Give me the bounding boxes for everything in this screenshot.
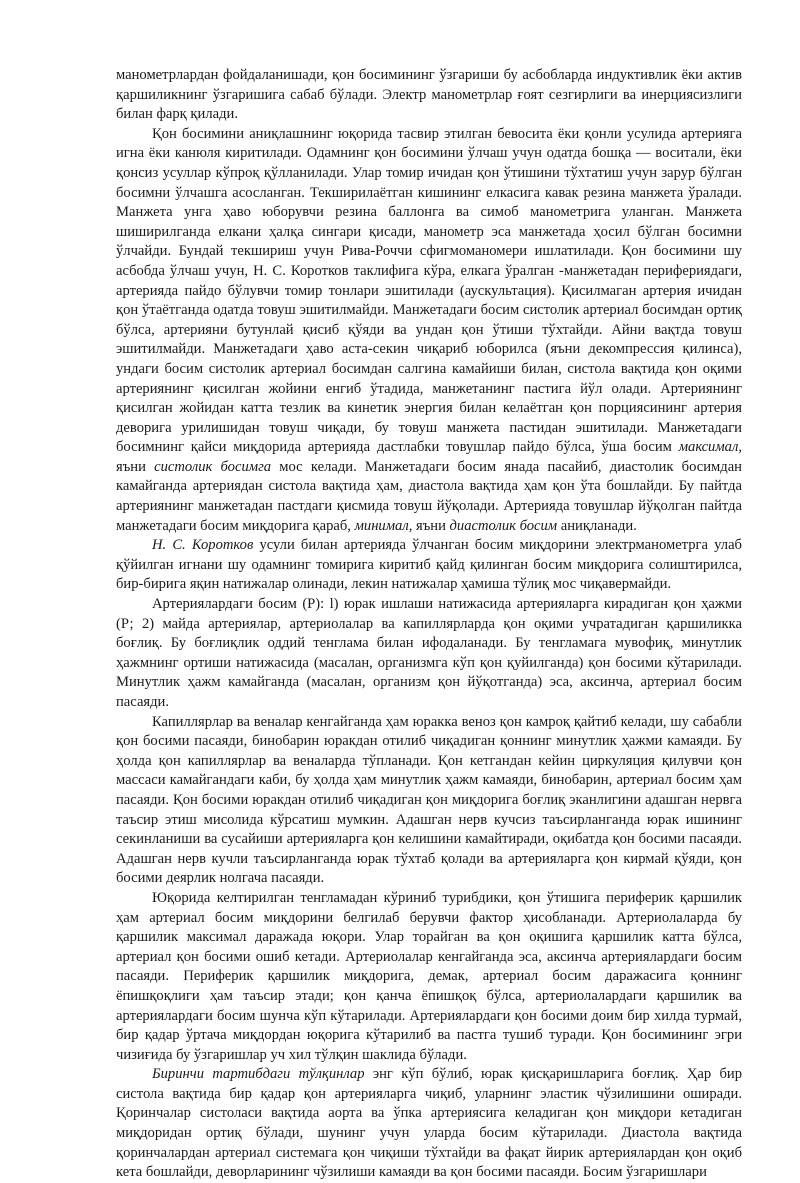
- body-paragraph: [116, 1065, 742, 1183]
- text-run: энг кўп бўлиб, юрак қисқаришларига боғлиқ. Ҳар бир систола вақтида бир қадар қон артерияларга чиқиб, уларнинг эластик чўзилишини оширади. Қоринчалар систоласи вақтида аорта ва ўпка артериясига келадиган қон миқдори кетадиган миқдоридан ортиқ бўлади, шунинг учун уларда босим кўтарилади. Диастола вақтида қоринчалардан артериал системага қон чиқиши тўхтайди ва фақат йирик артериялардан қон оқиб кета бошлайди, деворларининг чўзилиши камаяди ва қон босими пасаяди. Босим ўзгаришлари: [116, 1066, 743, 1181]
- body-paragraph: [116, 125, 742, 536]
- body-paragraph: [116, 889, 742, 1065]
- text-run: мос келади. Манжетадаги босим янада пасайиб, диастолик босимдан камайганда артериядан систола вақтида ҳам, диастола вақтида ҳам қон ўта бошлайди. Бу пайтда артериянинг манжетадан пастдаги қисмида товуш йўқолади. Артерияда товушлар йўқолган пайтда манжетадаги босим миқдорига қараб,: [116, 458, 742, 534]
- italic-term: минимал: [354, 517, 409, 534]
- italic-term: Биринчи тартибдаги тўлқинлар: [152, 1066, 365, 1083]
- text-run: Артериялардаги босим (Р): l) юрак ишлаши натижасида артерияларга кирадиган қон ҳажми (Р; 2) майда артериялар, артериолалар ва капиллярларда қон оқими учратадиган қаршиликка боғлиқ. Бу боғлиқлик оддий тенглама билан ифодаланади. Бу тенгламага мувофиқ, минутлик ҳажмнинг ортиши натижасида (масалан, организмга кўп қон қуйилганда) қон босими кўтарилади. Минутлик ҳажм камайганда (масалан, организм қон йўқотганда) эса, аксинча, артериал босим пасаяди.: [116, 596, 742, 710]
- italic-term: диастолик босим: [449, 517, 558, 534]
- body-paragraph: [116, 536, 742, 595]
- body-paragraph: [116, 713, 742, 889]
- italic-term: Н. С. Коротков: [152, 537, 254, 554]
- italic-term: максимал: [678, 439, 739, 456]
- italic-term: систолик босимга: [154, 458, 272, 475]
- body-paragraph: [116, 66, 742, 125]
- body-paragraph: [116, 595, 742, 713]
- text-run: , яъни: [116, 439, 742, 475]
- text-run: усули билан артерияда ўлчанган босим миқдорини электрманометрга улаб қўйилган игнани шу одамнинг томирига киритиб қайд қилинган босим миқдорига солиштирилса, бир-бирига яқин натижалар олинади, лекин натижалар ҳамиша тўлиқ мос чиқавермайди.: [116, 537, 742, 593]
- text-run: Юқорида келтирилган тенгламадан кўриниб турибдики, қон ўтишига периферик қаршилик ҳам артериал босим миқдорини белгилаб берувчи фактор ҳисобланади. Артериолаларда бу қаршилик максимал даражада юқори. Улар торайган ва қон оқишига қаршилик катта бўлса, артериал қон босими ошиб кетади. Артериолалар кенгайганда эса, аксинча артериялардаги босим пасаяди. Периферик қаршилик миқдорига, демак, артериал босим даражасига қоннинг ёпишқоқлиги ҳам таъсир этади; қон қанча ёпишқоқ бўлса, артериолалардаги қаршилик ва артериялардаги босим шунча кўп кўтарилади. Артериялардаги қон босими доим бир хилда турмай, бир қадар ўртача миқдордан юқорига кўтарилиб ва пастга тушиб туради. Қон босимининг эгри чизиғида бу ўзгаришлар уч хил тўлқин шаклида бўлади.: [116, 889, 742, 1063]
- text-run: аниқланади.: [557, 517, 637, 534]
- text-run: Капиллярлар ва веналар кенгайганда ҳам юракка веноз қон камроқ қайтиб келади, шу сабабли қон босими пасаяди, бинобарин юракдан отилиб чиқадиган қоннинг минутлик ҳажми камаяди. Бу ҳолда қон капиллярлар ва веналарда тўпланади. Қон кетгандан кейин циркуляция қилувчи қон массаси камайгандаги каби, бу ҳолда ҳам минутлик ҳажм камаяди, бинобарин, артериал босим ҳам пасаяди. Қон босими юракдан отилиб чиқадиган қон миқдорига боғлиқ эканлигини адашган нервга таъсир этиш мисолида кўрсатиш мумкин. Адашган нерв кучсиз таъсирланганда юрак ишининг секинланиши ва сусайиши артерияларга қон келишини камайтиради, оқибатда қон босими пасаяди. Адашган нерв кучли таъсирланганда юрак тўхтаб қолади ва артерияларга қон кирмай қўяди, қон босими деярлик нолгача пасаяди.: [116, 713, 742, 887]
- text-run: манометрлардан фойдаланишади, қон босимининг ўзгариши бу асбобларда индуктивлик ёки актив қаршиликнинг ўзгаришига сабаб бўлади. Электр манометрлар ғоят сезгирлиги ва инерциясизлиги билан фарқ қилади.: [116, 67, 742, 123]
- text-run: , яъни: [408, 517, 450, 534]
- text-run: Қон босимини аниқлашнинг юқорида тасвир этилган бевосита ёки қонли усулида артерияга игна ёки канюля киритилади. Одамнинг қон босимини ўлчаш учун одатда бошқа — воситали, ёки қонсиз усуллар кўпроқ қўлланилади. Улар томир ичидан қон ўтишини тўхтатиш учун зарур бўлган босимни ўлчашга асосланган. Текширилаётган кишининг елкасига кавак резина манжета ўралади. Манжета унга ҳаво юборувчи резина баллонга ва симоб манометрига уланган. Манжета шиширилганда елкани ҳалқа сингари қисади, манометр эса манжетада ҳосил бўлган босимни ўлчайди. Бундай текшириш учун Рива-Роччи сфигмоманомери ишлатилади. Қон босимини шу асбобда ўлчаш учун, Н. С. Коротков таклифига кўра, елкага ўралган -манжетадан перифериядаги, артерияда пайдо бўлувчи томир тонлари эшитилади (аускультация). Қисилмаган артерия ичидан қон ўтаётганда одатда товуш эшитилмайди. Манжетадаги босим систолик артериал босимдан ортиқ бўлса, артерияни бутунлай қисиб қўяди ва ундан қон ўтиши тўхтайди. Айни вақтда товуш эшитилмайди. Манжетадаги ҳаво аста-секин чиқариб юборилса (яъни декомпрессия қилинса), ундаги босим систолик артериал босимдан салгина камайиши билан, систола вақтида қон оқими артериянинг қисилган жойини енгиб ўтадида, манжетанинг пастига йўл олади. Артериянинг қисилган жойидан катта тезлик ва кинетик энергия билан келаётган қон порциясининг артерия деворига урилишидан товуш чиқади, бу товуш манжета пастидан эшитилади. Манжетадаги босимнинг қайси миқдорида артерияда дастлабки товушлар пайдо бўлса, ўша босим: [116, 125, 742, 456]
